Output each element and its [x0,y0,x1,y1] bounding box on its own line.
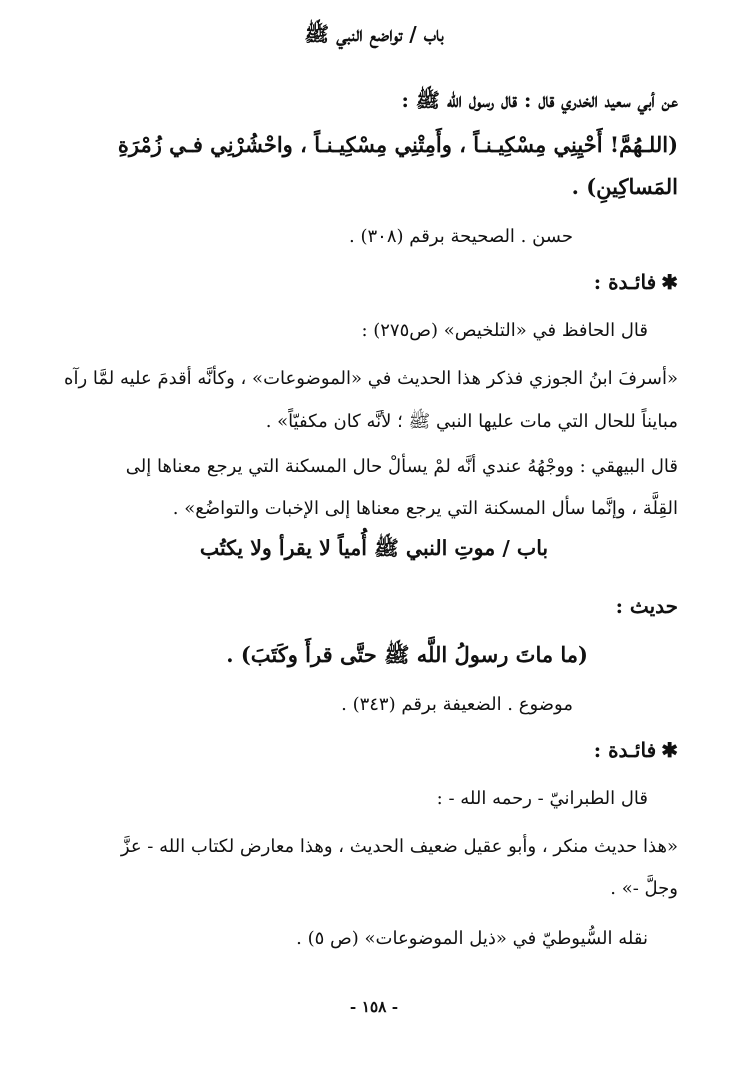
transmission-note: نقله السُّيوطيّ في «ذيل الموضوعات» (ص ٥) . [296,928,648,949]
quote-2-line-1: «هذا حديث منكر ، وأبو عقيل ضعيف الحديث ، وهذا معارض لكتاب الله - عزَّ [120,836,678,857]
hadith-text-2: (ما ماتَ رسولُ اللَّه ﷺ حتَّى قرأَ وكَتَبَ) . [226,642,588,667]
note-source-2: قال الطبرانيّ - رحمه الله - : [436,788,648,809]
note-heading-label: فائـدة : [593,738,657,762]
bayhaqi-line-1: قال البيهقي : ووجْهُهُ عندي أنَّه لمْ يسألْ حال المسكنة التي يرجع معناها إلى [125,456,678,477]
chapter-title-death: باب / موتِ النبي ﷺ أُمياً لا يقرأ ولا يكتُب [199,536,549,560]
note-heading-label: فائـدة : [593,270,657,294]
quote-line-2: مبايناً للحال التي مات عليها النبي ﷺ ؛ لأنَّه كان مكفيّاً» . [265,411,678,432]
asterisk-icon: ✱ [661,270,678,294]
hadith-grading-2: موضوع . الضعيفة برقم (٣٤٣) . [341,694,573,715]
page-number: - ١٥٨ - [349,998,399,1016]
note-source: قال الحافظ في «التلخيص» (ص٢٧٥) : [361,320,648,341]
asterisk-icon: ✱ [661,738,678,762]
narration-intro: عن أبي سعيد الخدري قال : قال رسول الله ﷺ : [401,88,678,112]
note-heading-2 [594,738,678,762]
quote-line-1: «أسرفَ ابنُ الجوزي فذكر هذا الحديث في «الموضوعات» ، وكأنَّه أقدمَ عليه لمَّا رآه [64,368,678,389]
hadith-grading: حسن . الصحيحة برقم (٣٠٨) . [349,226,573,247]
chapter-title-humility: باب / تواضع النبي ﷺ [304,22,444,46]
quote-2-line-2: وجلَّ -» . [610,878,678,899]
note-heading-1 [594,270,678,294]
hadith-text-line-2: المَساكِينِ) . [571,174,678,199]
bayhaqi-line-2: القِلَّة ، وإنَّما سأل المسكنة التي يرجع معناها إلى الإخبات والتواضُع» . [172,498,678,519]
hadith-text-line-1: (اللـهُمَّ! أَحْيِنِي مِسْكِيـنـاً ، وأَمِتْنِي مِسْكِيـنـاً ، واحْشُرْنِي فـي زُمْرَةِ [117,132,678,157]
hadith-heading: حديث : [615,594,678,618]
